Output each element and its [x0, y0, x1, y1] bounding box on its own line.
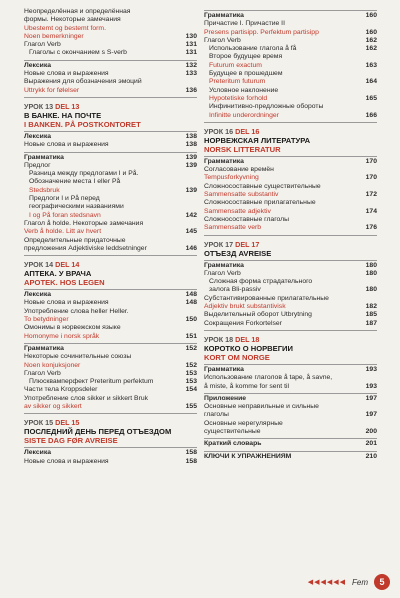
entry-label-line: существительные: [204, 427, 261, 435]
toc-section-entry: [24, 154, 197, 162]
page-number: 148: [185, 299, 197, 307]
entry-label-line: Presens partisipp. Perfektum partisipp: [204, 28, 319, 36]
entry-label-line: Adjektiv brukt substantivisk: [204, 303, 286, 311]
toc-section-entry: [204, 12, 377, 20]
entry-label-line: Новые слова и выражения: [24, 457, 109, 465]
toc-entry: [24, 353, 197, 370]
page-number: 151: [185, 332, 197, 340]
entry-label: [24, 8, 177, 41]
entry-label: [204, 403, 357, 420]
page-number: 139: [185, 161, 197, 169]
divider-line: [24, 447, 197, 448]
entry-label-line: Tempusforkyvning: [204, 174, 259, 182]
entry-label-line: Определительные придаточные: [24, 236, 126, 244]
entry-label-line: Лексика: [24, 61, 52, 69]
unit-title-line: SISTE DAG FØR AVREISE: [24, 436, 118, 446]
entry-label-line: Грамматика: [204, 12, 244, 19]
page-number: 180: [365, 261, 377, 269]
toc-section-entry: [204, 395, 377, 403]
toc-entry: [204, 216, 377, 233]
entry-label-line: географическими названиями: [29, 203, 124, 211]
toc-entry: [24, 386, 197, 394]
toc-entry: [204, 320, 377, 328]
toc-entry: [204, 70, 377, 87]
page-number: 138: [185, 132, 197, 140]
unit-title-line: NORSK LITTERATUR: [204, 144, 281, 154]
unit-number-ru: УРОК 13: [24, 101, 54, 111]
entry-label-line: Sammensatte adjektiv: [204, 207, 271, 215]
toc-entry: [204, 20, 377, 37]
toc-entry: [24, 458, 197, 466]
page-number: 138: [185, 141, 197, 149]
page-number: 174: [365, 207, 377, 215]
entry-label: [209, 70, 357, 87]
entry-label: [204, 320, 357, 328]
entry-label-line: Грамматика: [204, 261, 244, 269]
unit-number-no: DEL 17: [235, 239, 260, 249]
entry-label: [24, 386, 177, 394]
unit-heading: [204, 127, 377, 154]
entry-label-line: av sikker og sikkert: [24, 402, 82, 410]
page-number: 139: [185, 186, 197, 194]
entry-label-line: залога Bli-passiv: [209, 286, 261, 294]
page-number: 197: [365, 394, 377, 402]
unit-number: [24, 102, 197, 111]
entry-label-line: Разница между предлогами I и På.: [29, 170, 139, 178]
entry-label: [24, 220, 177, 237]
entry-label-line: Сложносоставные прилагательные: [204, 199, 316, 207]
entry-label-line: Употребление слова heller Heller.: [24, 307, 129, 315]
page-number: 160: [365, 12, 377, 19]
entry-label-line: Preteritum futurum: [209, 78, 266, 86]
entry-label-line: Грамматика: [204, 365, 244, 373]
entry-label-line: Обозначение места I eller På: [29, 178, 121, 186]
entry-label-line: Лексика: [24, 132, 52, 140]
unit-number-no: DEL 13: [55, 101, 80, 111]
toc-column-right: [204, 8, 377, 461]
page-number: 182: [365, 303, 377, 311]
entry-label-line: I og På foran stedsnavn: [29, 211, 101, 219]
entry-label-line: Stedsbruk: [29, 186, 60, 194]
page-number: 162: [365, 36, 377, 44]
entry-label-line: Части тела Kroppsdeler: [24, 386, 98, 394]
unit-number-ru: УРОК 14: [24, 260, 54, 270]
unit-number-no: DEL 18: [235, 334, 260, 344]
unit-title: [24, 111, 197, 129]
entry-label-line: Hypotetiske forhold: [209, 94, 268, 102]
entry-label-line: Лексика: [24, 291, 52, 299]
unit-title-line: КОРОТКО О НОРВЕГИИ: [204, 343, 293, 353]
toc-column-left: [24, 8, 197, 466]
divider-line: [204, 260, 377, 261]
entry-label: [204, 440, 357, 448]
entry-label: [24, 345, 177, 353]
page-number: 165: [365, 94, 377, 102]
divider-line: [24, 131, 197, 132]
entry-label-line: To betydninger: [24, 316, 69, 324]
unit-number-no: DEL 16: [235, 126, 260, 136]
unit-title: [204, 249, 377, 258]
page-number: 185: [365, 311, 377, 319]
page-number: 180: [365, 269, 377, 277]
unit-title: [204, 344, 377, 362]
page-number: 131: [185, 41, 197, 49]
toc-entry: [24, 299, 197, 307]
toc-entry: [24, 170, 197, 195]
unit-number-ru: УРОК 16: [204, 126, 234, 136]
entry-label: [204, 166, 357, 183]
unit-number-no: DEL 14: [55, 260, 80, 270]
unit-number: [24, 260, 197, 269]
page-footer: [308, 574, 390, 590]
unit-number: [204, 240, 377, 249]
entry-label: [24, 141, 177, 149]
divider-line: [24, 289, 197, 290]
entry-label-line: Плюсквамперфект Preteritum perfektum: [29, 378, 154, 386]
page-number: 154: [185, 386, 197, 394]
toc-section-entry: [24, 133, 197, 141]
entry-label-line: Неопределённая и определённая: [24, 8, 131, 15]
divider-line: [204, 364, 377, 365]
entry-label-line: å miste, å komme for sent til: [204, 382, 289, 390]
divider-line: [204, 393, 377, 394]
page-number: 155: [185, 402, 197, 410]
toc-section-entry: [24, 62, 197, 70]
entry-label: [24, 458, 177, 466]
unit-heading: [24, 418, 197, 445]
page-number: 193: [365, 365, 377, 373]
toc-entry: [204, 374, 377, 391]
entry-label-line: Причастие I. Причастие II: [204, 20, 285, 28]
page-number: 170: [365, 157, 377, 165]
entry-label: [204, 295, 357, 312]
toc-section-entry: [204, 440, 377, 448]
entry-label: [204, 420, 357, 437]
page-number: 193: [365, 382, 377, 390]
page-number: 164: [365, 78, 377, 86]
page-number: 136: [185, 86, 197, 94]
entry-label-line: Sammensatte verb: [204, 224, 262, 232]
divider-line: [24, 97, 197, 98]
unit-heading: [24, 102, 197, 129]
entry-label-line: Ubestemt og bestemt form.: [24, 24, 106, 32]
page-number: 197: [365, 411, 377, 419]
page-number: 145: [185, 228, 197, 236]
divider-line: [204, 156, 377, 157]
entry-label: [24, 162, 177, 170]
entry-label-line: Лексика: [24, 449, 52, 457]
page-number: 170: [365, 174, 377, 182]
unit-number-ru: УРОК 17: [204, 239, 234, 249]
page-number: 133: [185, 70, 197, 78]
toc-entry: [24, 78, 197, 95]
entry-label-line: Noen bemerkninger: [24, 32, 84, 40]
entry-label-line: Некоторые сочинительные союзы: [24, 353, 132, 361]
entry-label: [24, 237, 177, 254]
toc-entry: [24, 237, 197, 254]
entry-label-line: Субстантивированные прилагательные: [204, 294, 329, 302]
unit-title-line: APOTEK. HOS LEGEN: [24, 278, 105, 288]
unit-title: [24, 427, 197, 445]
entry-label-line: Основные нерегулярные: [204, 419, 283, 427]
toc-section-entry: [204, 158, 377, 166]
entry-label-line: Основные неправильные и сильные: [204, 403, 319, 411]
page-number: 210: [365, 452, 377, 460]
page-number: 139: [185, 153, 197, 161]
entry-label-line: Предлоги I и På перед: [29, 195, 100, 203]
unit-title: [24, 269, 197, 287]
unit-heading: [204, 335, 377, 362]
entry-label: [24, 62, 177, 70]
entry-label-line: Выражения для обозначения эмоций: [24, 78, 142, 86]
toc-entry: [24, 141, 197, 149]
unit-title: [204, 136, 377, 154]
entry-label-line: Новые слова и выражения: [24, 299, 109, 307]
toc-entry: [24, 49, 197, 57]
entry-label: [24, 449, 177, 457]
unit-title-line: АПТЕКА. У ВРАЧА: [24, 269, 92, 279]
entry-label-line: Сложносоставные существительные: [204, 182, 321, 190]
entry-label: [204, 183, 357, 200]
page-number: 172: [365, 191, 377, 199]
entry-label-line: Грамматика: [24, 153, 64, 161]
entry-label: [209, 278, 357, 295]
toc-entry: [204, 420, 377, 437]
entry-label-line: Использование глаголов å tape, å savne,: [204, 374, 333, 382]
entry-label-line: Сокращения Forkortelser: [204, 319, 282, 327]
entry-label-line: Noen konjuksjoner: [24, 361, 81, 369]
entry-label-line: Приложение: [204, 394, 247, 402]
divider-line: [24, 60, 197, 61]
entry-label: [29, 49, 177, 57]
unit-heading: [204, 240, 377, 258]
unit-heading: [24, 260, 197, 287]
toc-entry: [24, 324, 197, 341]
toc-section-entry: [204, 366, 377, 374]
entry-label-line: Глагол å holde. Некоторые замечания: [24, 219, 144, 227]
entry-label-line: Homonyme i norsk språk: [24, 332, 100, 340]
entry-label: [24, 395, 177, 412]
entry-label-line: Краткий словарь: [204, 440, 262, 448]
toc-entry: [204, 103, 377, 120]
divider-line: [204, 10, 377, 11]
entry-label: [204, 20, 357, 37]
toc-entry: [24, 195, 197, 220]
entry-label: [29, 378, 177, 386]
page-number: 201: [365, 440, 377, 448]
entry-label-line: Грамматика: [204, 157, 244, 165]
entry-label: [24, 78, 177, 95]
unit-title-line: KORT OM NORGE: [204, 352, 270, 362]
entry-label: [204, 453, 357, 461]
entry-label-line: Infinitte underordninger: [209, 111, 279, 119]
entry-label-line: Глаголы с окончанием s S-verb: [29, 49, 127, 57]
entry-label-line: Глагол Verb: [204, 36, 241, 44]
page-number: 152: [185, 344, 197, 352]
unit-title-line: ОТЪЕЗД AVREISE: [204, 248, 272, 258]
divider-line: [204, 330, 377, 331]
arrow-decoration: ◀◀◀◀◀◀: [307, 579, 346, 586]
entry-label: [24, 324, 177, 341]
entry-label: [204, 311, 357, 319]
unit-title-line: ПОСЛЕДНИЙ ДЕНЬ ПЕРЕД ОТЪЕЗДОМ: [24, 427, 172, 437]
toc-section-entry: [24, 449, 197, 457]
entry-label: [24, 154, 177, 162]
entry-label: [24, 133, 177, 141]
unit-number-ru: УРОК 18: [204, 334, 234, 344]
unit-number: [24, 418, 197, 427]
entry-label-line: Новые слова и выражения: [24, 70, 109, 78]
entry-label-line: Выделительный оборот Utbrytning: [204, 311, 312, 319]
entry-label-line: Глагол Verb: [204, 269, 241, 277]
divider-line: [204, 235, 377, 236]
toc-entry: [204, 311, 377, 319]
toc-entry: [204, 295, 377, 312]
toc-entry: [204, 87, 377, 104]
page-number: 153: [185, 378, 197, 386]
divider-line: [24, 152, 197, 153]
entry-label-line: Предлог: [24, 161, 51, 169]
entry-label: [24, 299, 177, 307]
entry-label-line: формы. Некоторые замечания: [24, 16, 121, 24]
page-number: 166: [365, 111, 377, 119]
page-number: 162: [365, 45, 377, 53]
entry-label-line: КЛЮЧИ К УПРАЖНЕНИЯМ: [204, 452, 292, 460]
entry-label-line: Условное наклонение: [209, 86, 279, 94]
entry-label-line: Употребление слов sikker и sikkert Bruk: [24, 394, 149, 402]
unit-number: [204, 127, 377, 136]
entry-label-line: Сложносоставные глаголы: [204, 215, 290, 223]
unit-title-line: I BANKEN. PÅ POSTKONTORET: [24, 119, 141, 129]
entry-label: [29, 195, 177, 220]
toc-entry: [24, 8, 197, 41]
entry-label: [24, 291, 177, 299]
entry-label-line: Verb å holde. Litt av hvert: [24, 228, 102, 236]
toc-entry: [24, 370, 197, 378]
entry-label-line: Глагол Verb: [24, 41, 61, 49]
toc-entry: [24, 220, 197, 237]
entry-label-line: Инфинитивно-предложные обороты: [209, 103, 324, 111]
toc-entry: [204, 183, 377, 200]
entry-label: [204, 158, 357, 166]
entry-label: [204, 12, 357, 20]
divider-line: [204, 122, 377, 123]
entry-label: [204, 216, 357, 233]
toc-entry: [24, 308, 197, 325]
entry-label: [209, 53, 357, 70]
divider-line: [24, 343, 197, 344]
entry-label-line: Futurum exactum: [209, 61, 262, 69]
entry-label: [24, 353, 177, 370]
toc-entry: [204, 166, 377, 183]
entry-label: [204, 270, 357, 278]
entry-label-line: Новые слова и выражения: [24, 141, 109, 149]
toc-section-entry: [204, 262, 377, 270]
toc-entry: [204, 53, 377, 70]
entry-label-line: Uttrykk for følelser: [24, 86, 80, 94]
entry-label-line: Глагол Verb: [24, 369, 61, 377]
page-number: 142: [185, 211, 197, 219]
page-number: 150: [185, 316, 197, 324]
page-number: 146: [185, 244, 197, 252]
page-number: 163: [365, 61, 377, 69]
entry-label: [204, 374, 357, 391]
unit-title-line: НОРВЕЖСКАЯ ЛИТЕРАТУРА: [204, 135, 311, 145]
entry-label: [204, 199, 357, 216]
page-number: 152: [185, 361, 197, 369]
toc-entry: [204, 403, 377, 420]
page-number: 131: [185, 49, 197, 57]
page-number: 200: [365, 427, 377, 435]
entry-label-line: Грамматика: [24, 344, 64, 352]
toc-entry: [204, 199, 377, 216]
toc-entry: [24, 41, 197, 49]
divider-line: [24, 413, 197, 414]
entry-label: [204, 395, 357, 403]
entry-label-line: Второе будущее время: [209, 53, 283, 61]
toc-entry: [204, 37, 377, 45]
entry-label-line: Использование глагола å få: [209, 45, 297, 53]
entry-label: [24, 308, 177, 325]
page-number: 153: [185, 369, 197, 377]
toc-entry: [24, 395, 197, 412]
page-number: 187: [365, 319, 377, 327]
divider-line: [24, 255, 197, 256]
entry-label-line: Сложная форма страдательного: [209, 278, 313, 286]
toc-entry: [204, 270, 377, 278]
unit-title-line: В БАНКЕ. НА ПОЧТЕ: [24, 110, 102, 120]
page-number: 160: [365, 28, 377, 36]
divider-line: [204, 451, 377, 452]
entry-label-line: предложения Adjektiviske leddsetninger: [24, 244, 147, 252]
page-number: 132: [185, 61, 197, 69]
entry-label-line: Согласование времён: [204, 166, 274, 174]
page-number: 148: [185, 291, 197, 299]
unit-number: [204, 335, 377, 344]
entry-label-line: Омонимы в норвежском языке: [24, 324, 121, 332]
entry-label: [209, 103, 357, 120]
unit-number-no: DEL 15: [55, 418, 80, 428]
entry-label-line: Будущее в прошедшем: [209, 70, 283, 78]
entry-label: [204, 37, 357, 45]
page-number: 176: [365, 224, 377, 232]
toc-section-entry: [24, 291, 197, 299]
toc-entry: [204, 278, 377, 295]
entry-label-line: глаголы: [204, 411, 229, 419]
page-number: 158: [185, 449, 197, 457]
unit-number-ru: УРОК 15: [24, 418, 54, 428]
page-word: Fem: [352, 577, 368, 587]
entry-label: [29, 170, 177, 195]
toc-section-entry: [24, 345, 197, 353]
page-number: 180: [365, 286, 377, 294]
entry-label: [204, 366, 357, 374]
page-number: 130: [185, 32, 197, 40]
entry-label: [204, 262, 357, 270]
toc-entry: [24, 162, 197, 170]
page-number: 158: [185, 457, 197, 465]
entry-label: [24, 41, 177, 49]
toc-entry: [24, 378, 197, 386]
entry-label: [209, 87, 357, 104]
entry-label-line: Sammensatte substantiv: [204, 191, 279, 199]
entry-label: [24, 370, 177, 378]
toc-section-entry: [204, 453, 377, 461]
page-number-badge: 5: [374, 574, 390, 590]
